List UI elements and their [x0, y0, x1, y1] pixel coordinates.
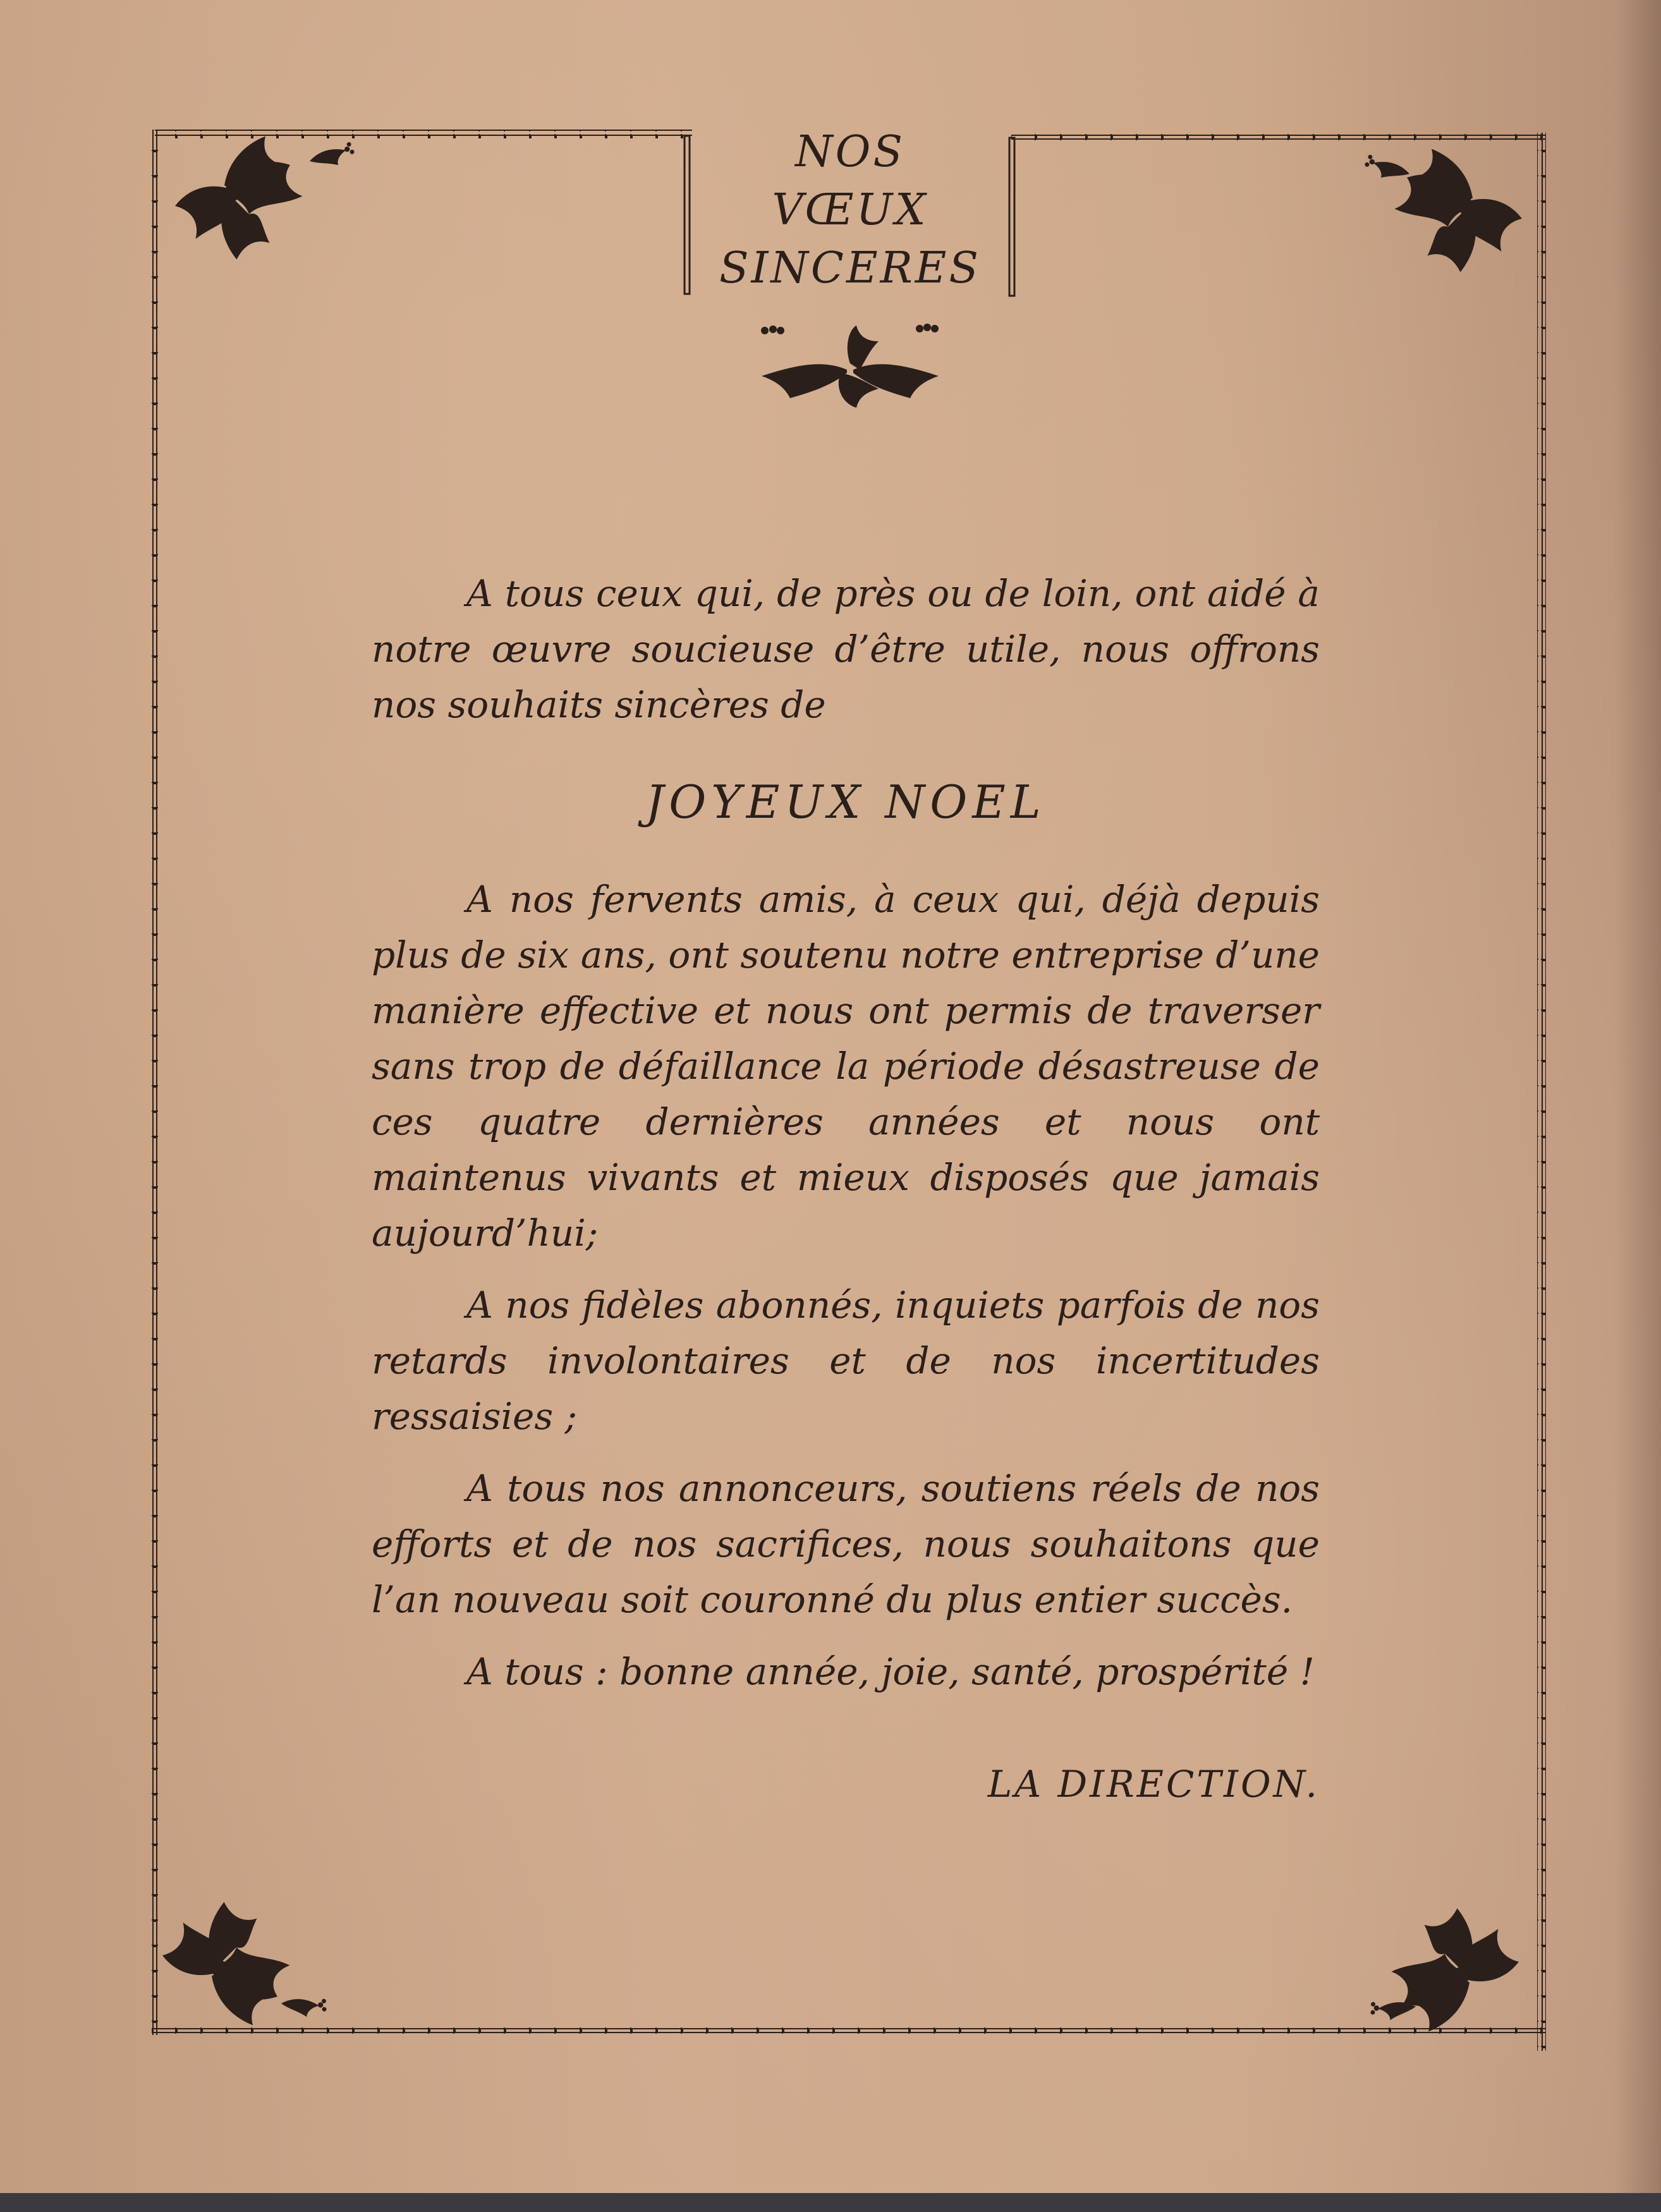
holly-leaf-icon	[308, 142, 356, 170]
holly-leaf-icon	[1392, 1909, 1519, 2032]
letter-body	[372, 566, 1320, 1812]
paragraph: A tous nos annonceurs, soutiens réels de nos efforts et de nos sacrifices, nous souhaitons que l’an nouveau soit couronné du plus entier succès.	[372, 1467, 1320, 1621]
holly-leaf-icon	[1395, 149, 1523, 272]
holly-leaf-icon	[1363, 154, 1412, 183]
paragraph: A tous ceux qui, de près ou de loin, ont aidé à notre œuvre soucieuse d’être utile, nous offrons nos souhaits sincères de	[372, 572, 1320, 726]
paragraph: A nos fervents amis, à ceux qui, déjà depuis plus de six ans, ont soutenu notre entreprise d’une manière effective et nous ont permis de traverser sans trop de défaillance la période désastreuse de ces quatre dernières années et nous ont maintenus vivants et mieux disposés que jamais aujourd’hui;	[372, 878, 1320, 1255]
holly-leaf-icon	[175, 137, 303, 260]
holly-leaf-icon	[280, 1991, 329, 2020]
holly-sprig-icon	[761, 324, 939, 408]
scan-background-strip	[0, 2193, 1661, 2212]
page-title	[689, 123, 1011, 298]
title-line: VŒUX	[772, 185, 928, 235]
paragraph: A tous : bonne année, joie, santé, prospérité !	[466, 1650, 1315, 1693]
holly-leaf-icon	[162, 1902, 290, 2026]
signature: LA DIRECTION.	[987, 1763, 1320, 1806]
paragraph: A nos fidèles abonnés, inquiets parfois de nos retards involontaires et de nos incertitudes ressaisies ;	[372, 1284, 1320, 1438]
title-line: NOS	[795, 127, 905, 177]
headline: JOYEUX NOEL	[645, 775, 1046, 829]
title-line: SINCERES	[719, 243, 982, 293]
